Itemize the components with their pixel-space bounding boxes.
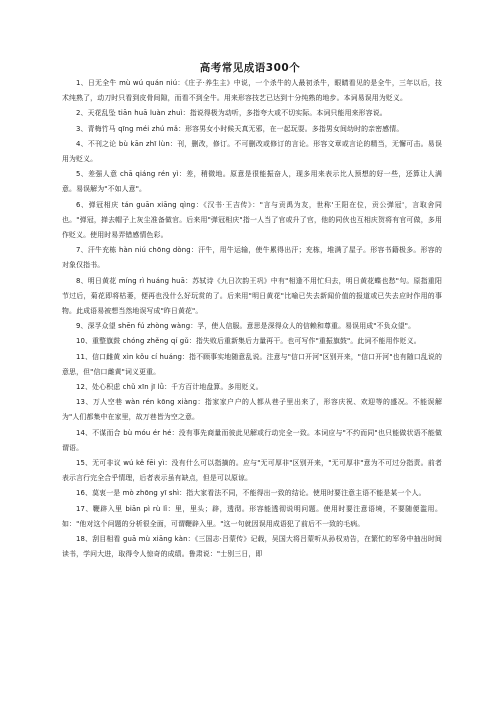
document-body: [62, 76, 442, 563]
idiom-entry: 1、日无全牛 mù wú quán niú：《庄子·养生主》中说，一个杀牛的人最初杀牛，眼睛看见的是全牛，三年以后，技术纯熟了，动刀时只看到皮骨间隙，而看不到全牛。用来形容技艺已达到十分纯熟的地步。本词易误用为贬义。: [62, 79, 442, 103]
idiom-entry: 2、天花乱坠 tiān huā luàn zhuì：指说得极为动听，多指夸大或不切实际。本词只能用来形容说。: [76, 109, 387, 118]
idiom-entry: 10、重整旗鼓 chóng zhěng qí gǔ：指失败后重新集后力量再干。也可写作"重振旗鼓"。此词不能用作贬义。: [76, 337, 421, 346]
document-title: 高考常见成语300个: [199, 62, 301, 74]
idiom-entry: 13、万人空巷 wàn rén kōng xiàng：指家家户户的人都从巷子里出来了，形容庆祝、欢迎等的盛况。不能误解为"人们都集中在家里，故万巷皆为空之意。: [62, 398, 442, 422]
idiom-entry: 3、青梅竹马 qīng méi zhú mǎ：形容男女小时候天真无邪，在一起玩耍。多指男女间幼时的亲密感情。: [76, 124, 404, 133]
idiom-entry: 14、不谋而合 bù móu ér hé：没有事先商量而彼此见解或行动完全一致。本词应与"不约而同"也只能做状语不能做谓语。: [62, 428, 442, 452]
idiom-entry: 6、弹冠相庆 tán guān xiāng qìng：《汉书·王吉传》："言与贡禹为友，世称'王阳在位，贡公弹冠'，言取舍同也。"弹冠，掸去帽子上灰尘准备做官。后来用"弹冠相庆"指一人当了官或升了官，他的同伙也互相庆贺将有官可做，多用作贬义。使用时易弄错感情色彩。: [62, 200, 442, 240]
idiom-entry: 18、刮目相看 guā mù xiāng kàn：《三国志·吕蒙传》记载，吴国大将吕蒙听从孙权劝告，在繁忙的军务中抽出时间读书，学问大进，取得令人惊奇的成绩。鲁肃说："士别三日，即: [62, 535, 442, 559]
idiom-entry: 11、信口雌黄 xìn kǒu cí huáng：指不顾事实地随意乱说。注意与"信口开河"区别开来，"信口开河"也有随口乱说的意思，但"信口雌黄"词义更重。: [62, 352, 442, 376]
idiom-entry: 15、无可非议 wú kě fēi yì：没有什么可以指摘的。应与"无可厚非"区别开来，"无可厚非"意为不可过分指责。前者表示言行完全合乎情理，后者表示虽有缺点，但是可以原谅。: [62, 459, 442, 483]
idiom-entry: 17、鞭辟入里 biān pì rù lǐ：里，里头；辟，透彻。形容能透彻说明问题。使用时要注意语境，不要随便滥用。如："他对这个问题的分析很全面，可谓鞭辟入里。"这一句就因误用成语犯了前后不一致的毛病。: [62, 504, 442, 528]
idiom-entry: 4、不刊之论 bù kān zhī lùn：刊，删改，修订。不可删改或修订的言论。形容文章或言论的精当，无懈可击。易误用为贬义。: [62, 139, 442, 164]
idiom-entry: 12、处心积虑 chǔ xīn jī lǜ：千方百计地盘算。多用贬义。: [76, 383, 263, 392]
idiom-entry: 5、差强人意 chā qiáng rén yì：差，稍微地。原意是很能振奋人，现多用来表示比人预想的好一些，还算让人满意。易误解为"不如人意"。: [62, 170, 442, 194]
idiom-entry: 7、汗牛充栋 hàn niú chōng dòng：汗牛，用牛运输，使牛累得出汗；充栋，堆满了屋子。形容书籍极多。形容的对象仅指书。: [62, 246, 442, 270]
idiom-entry: 8、明日黄花 míng rì huáng huā：苏轼诗《九日次韵王巩》中有"相逢不用忙归去，明日黄花蝶也愁"句。原指重阳节过后，菊花即将枯萎，便再也没什么好玩赏的了。后来用"明日黄花"比喻已失去新闻价值的报道或已失去应时作用的事物。此成语易被想当然地误写成"昨日黄花"。: [62, 276, 442, 316]
idiom-entry: 16、莫衷一是 mò zhōng yī shì：指大家看法不同，不能得出一致的结论。使用时要注意主语不能是某一个人。: [76, 489, 426, 498]
idiom-entry: 9、深孚众望 shēn fú zhòng wàng：孚，使人信服。意思是深得众人的信赖和尊重。易误用成"不负众望"。: [76, 322, 416, 331]
